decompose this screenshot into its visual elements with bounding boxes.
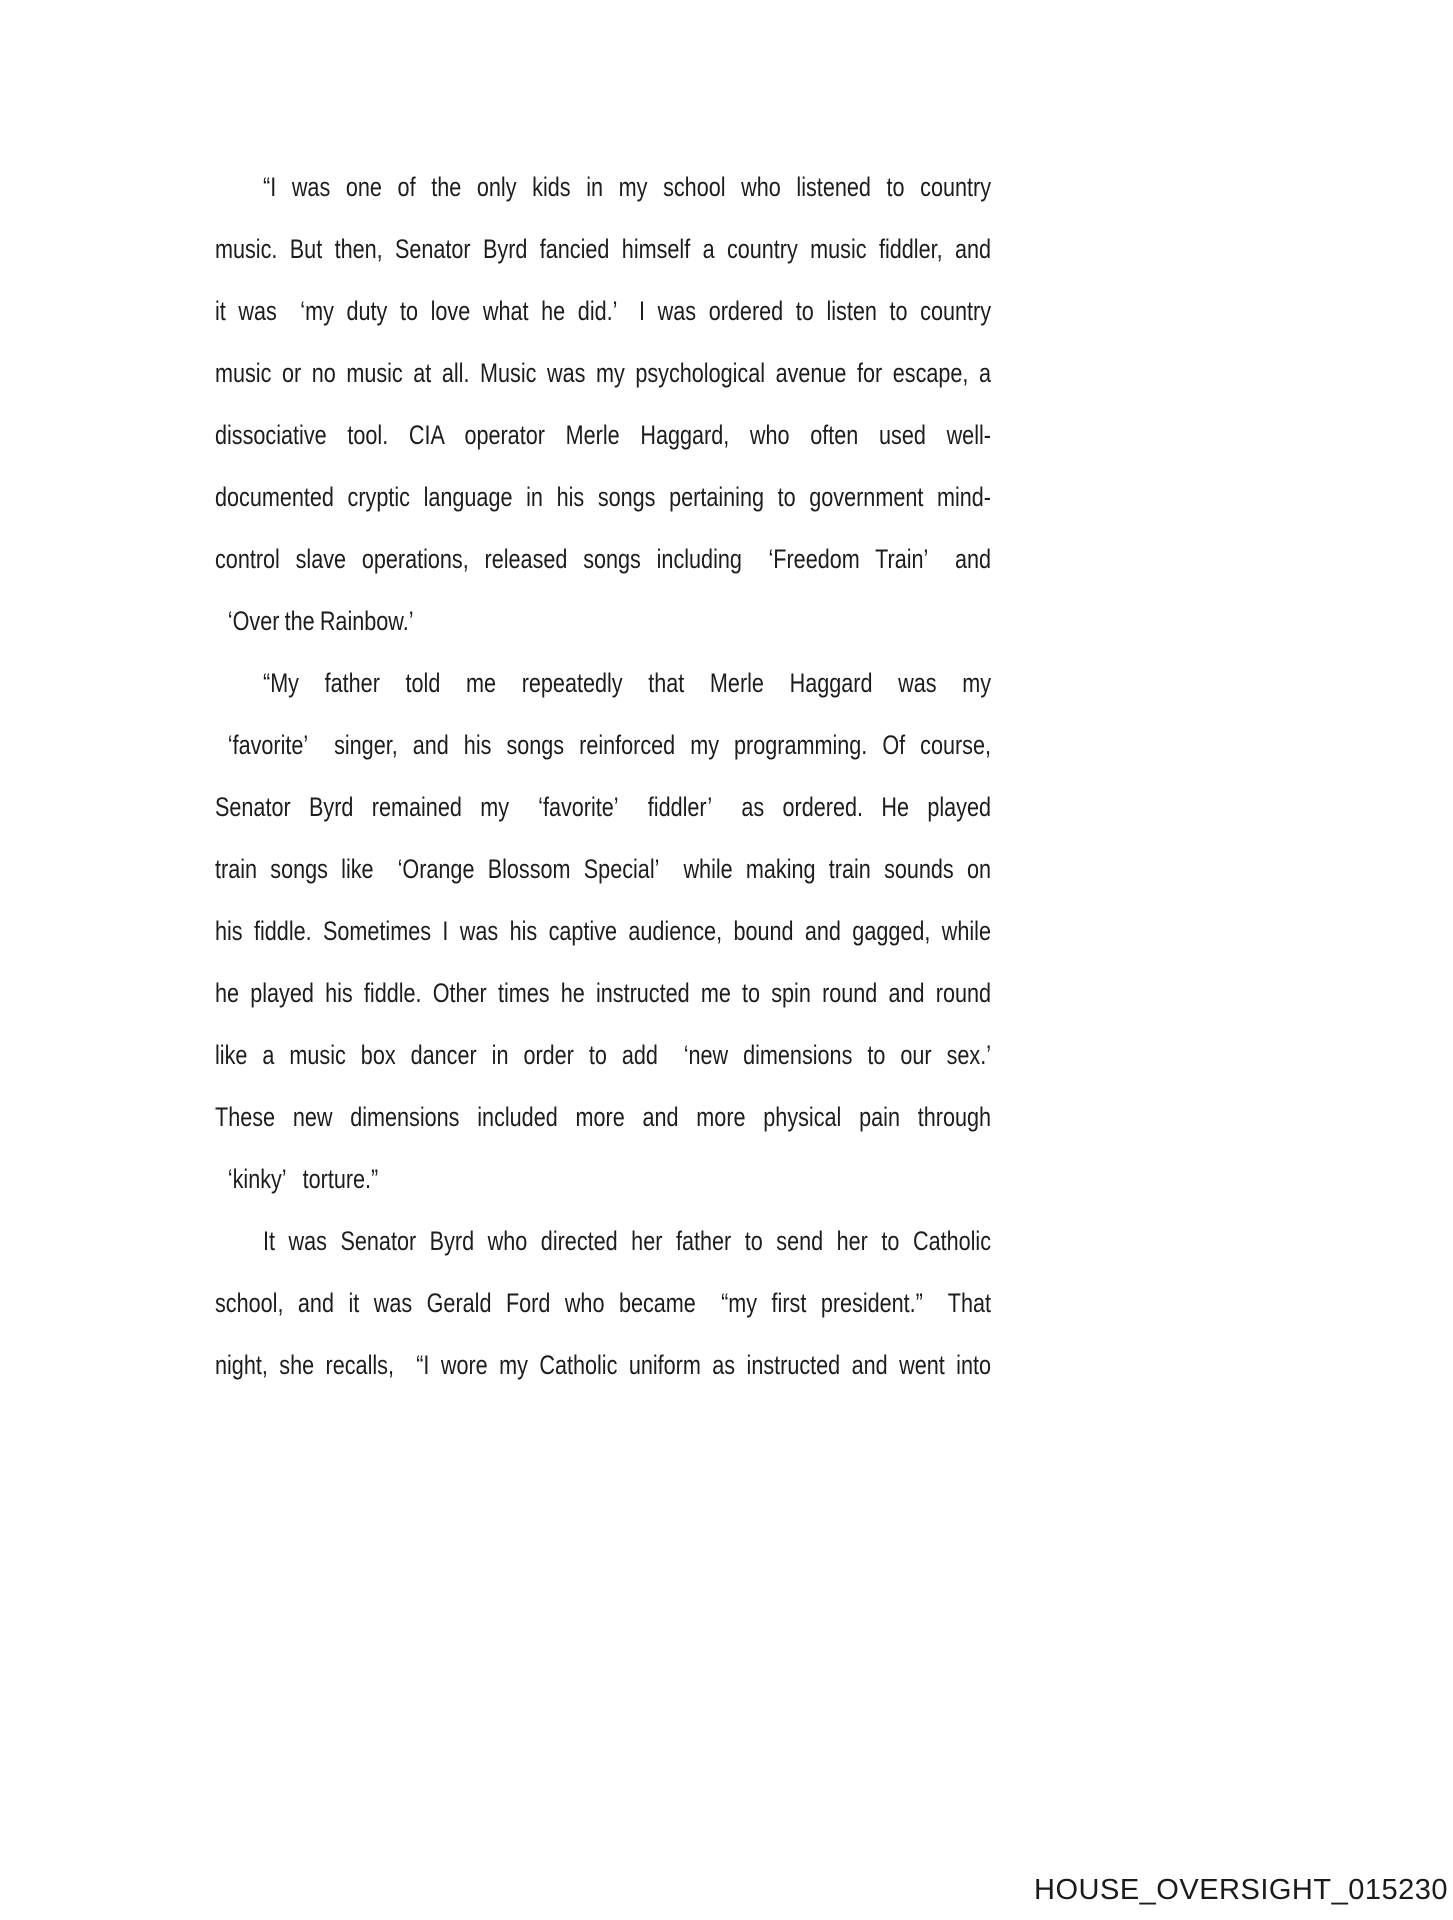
text-line: it was ‘my duty to love what he did.’ I was ordered to listen to country bbox=[215, 296, 991, 326]
text-line: “My father told me repeatedly that Merle Haggard was my bbox=[263, 668, 991, 698]
text-line: ‘favorite’ singer, and his songs reinforced my programming. Of course, bbox=[227, 730, 992, 760]
text-line: night, she recalls, “I wore my Catholic uniform as instructed and went into bbox=[215, 1350, 991, 1380]
bates-number: HOUSE_OVERSIGHT_015230 bbox=[1034, 1874, 1448, 1906]
text-line: “I was one of the only kids in my school who listened to country bbox=[263, 172, 991, 202]
text-line: his fiddle. Sometimes I was his captive audience, bound and gagged, while bbox=[215, 916, 991, 946]
text-line: dissociative tool. CIA operator Merle Haggard, who often used well- bbox=[215, 420, 991, 450]
text-line: music or no music at all. Music was my psychological avenue for escape, a bbox=[215, 358, 991, 388]
text-line: ‘Over the Rainbow.’ bbox=[227, 606, 414, 636]
paragraph bbox=[215, 1210, 991, 1396]
text-line: ‘kinky’ torture.” bbox=[227, 1164, 379, 1194]
text-line: like a music box dancer in order to add ‘new dimensions to our sex.’ bbox=[215, 1040, 991, 1070]
text-line: It was Senator Byrd who directed her father to send her to Catholic bbox=[263, 1226, 991, 1256]
text-line: These new dimensions included more and more physical pain through bbox=[215, 1102, 991, 1132]
document-text bbox=[215, 156, 991, 1396]
text-line: control slave operations, released songs including ‘Freedom Train’ and bbox=[215, 544, 991, 574]
text-line: music. But then, Senator Byrd fancied himself a country music fiddler, and bbox=[215, 234, 991, 264]
text-line: school, and it was Gerald Ford who became “my first president.” That bbox=[215, 1288, 991, 1318]
text-line: Senator Byrd remained my ‘favorite’ fiddler’ as ordered. He played bbox=[215, 792, 991, 822]
text-line: documented cryptic language in his songs pertaining to government mind- bbox=[215, 482, 991, 512]
paragraph bbox=[215, 652, 991, 1210]
text-line: he played his fiddle. Other times he instructed me to spin round and round bbox=[215, 978, 991, 1008]
paragraph bbox=[215, 156, 991, 652]
text-line: train songs like ‘Orange Blossom Special’ while making train sounds on bbox=[215, 854, 991, 884]
